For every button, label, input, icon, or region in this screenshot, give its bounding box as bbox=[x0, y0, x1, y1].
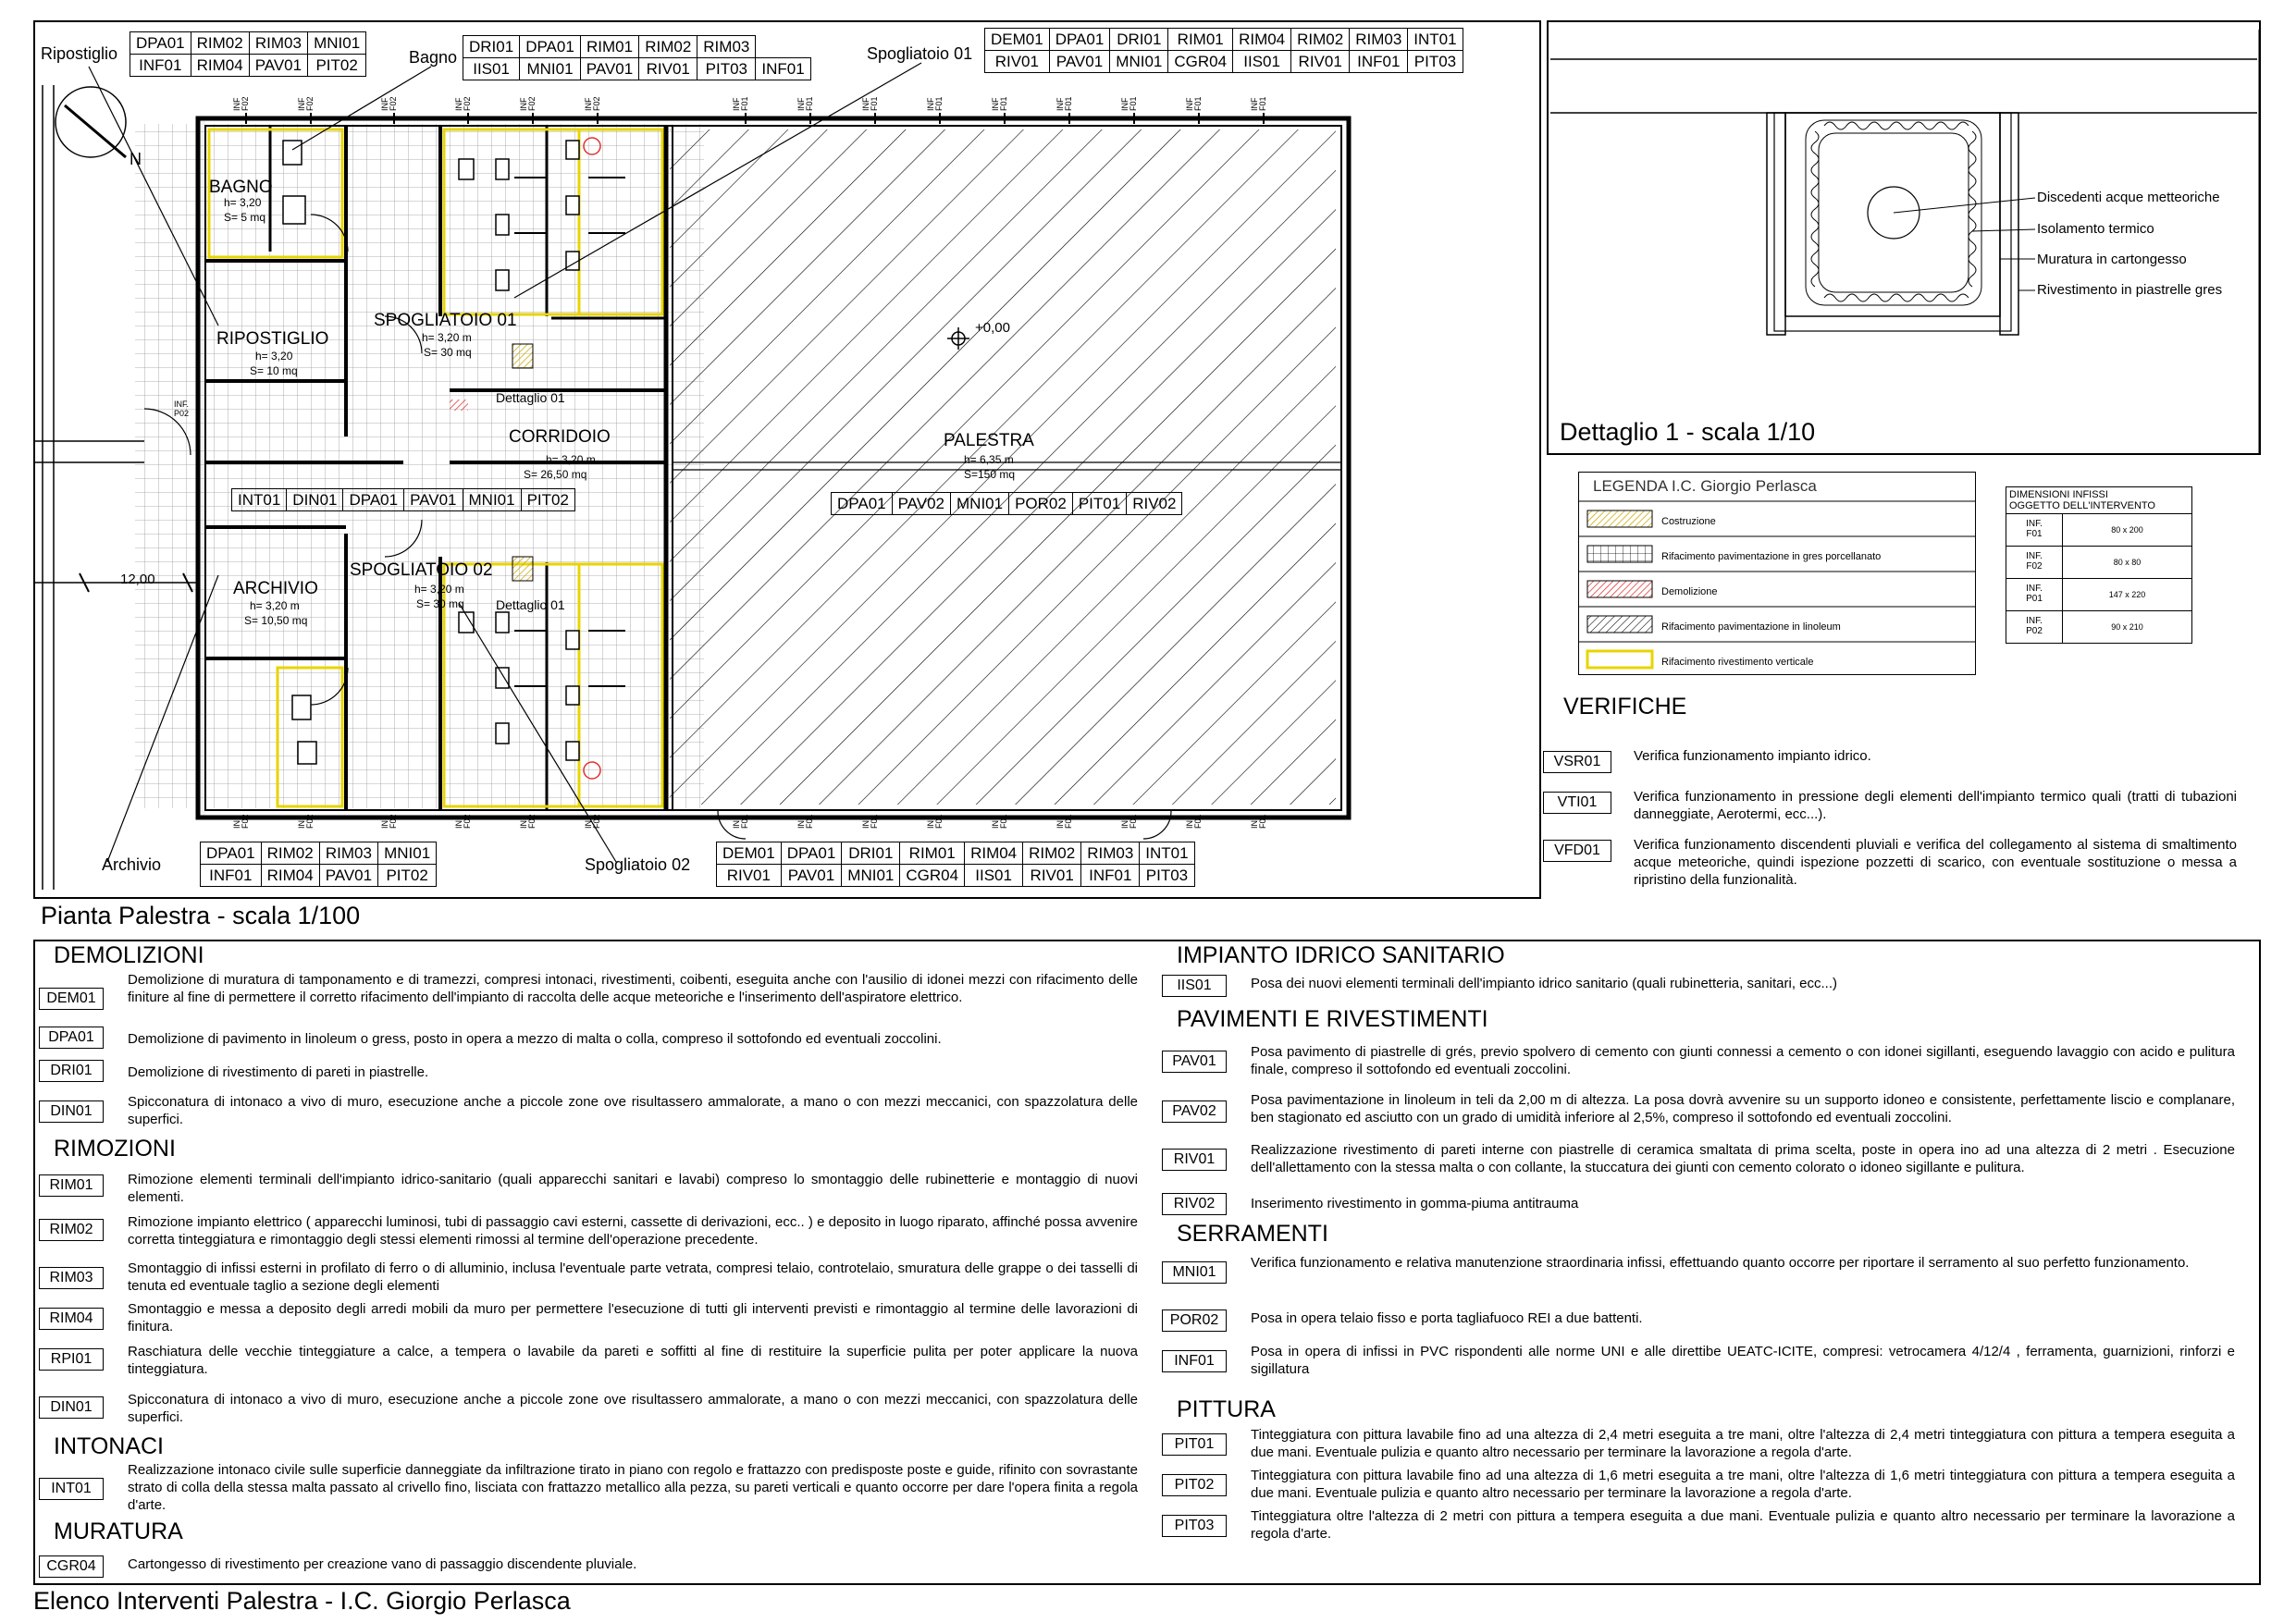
room-corridoio-s: S= 26,50 mq bbox=[524, 468, 587, 481]
intervention-text: Tinteggiatura oltre l'altezza di 2 metri con pittura a tempera eseguita a due mani. Eventuale pulizia e quanto altro necessario per terminare la lavorazione a regola d'arte. bbox=[1251, 1508, 2235, 1542]
dimensions-size: 80 x 80 bbox=[2113, 558, 2142, 567]
room-palestra-name: PALESTRA bbox=[944, 431, 1034, 450]
dettaglio-label-1: Dettaglio 01 bbox=[496, 390, 565, 405]
room-archivio-s: S= 10,50 mq bbox=[244, 614, 308, 627]
section-heading: PITTURA bbox=[1177, 1396, 1276, 1422]
detail-label-discedenti: Discedenti acque metteoriche bbox=[2037, 190, 2220, 205]
intervention-code: CGR04 bbox=[39, 1555, 104, 1578]
codes-corridoio bbox=[231, 488, 575, 511]
window-label: INF F01 bbox=[732, 814, 749, 829]
dimensions-title-2: OGGETTO DELL'INTERVENTO bbox=[2006, 500, 2191, 514]
door-label-inf-p02: INF. P02 bbox=[174, 400, 190, 418]
code-cell: PAV01 bbox=[1049, 51, 1110, 73]
window-label: INF F01 bbox=[991, 96, 1008, 111]
code-row bbox=[130, 32, 366, 55]
legend-demolizione: Demolizione bbox=[1661, 586, 1718, 597]
legend-swatches bbox=[1578, 472, 1976, 675]
elevation-label: +0,00 bbox=[975, 320, 1010, 336]
codes-bottom-right bbox=[716, 842, 1195, 887]
room-bagno-name: BAGNO bbox=[209, 178, 273, 197]
code-cell: MNI01 bbox=[1110, 51, 1168, 73]
code-cell: INT01 bbox=[1408, 29, 1463, 51]
room-ripostiglio-s: S= 10 mq bbox=[250, 364, 298, 377]
label-bagno: Bagno bbox=[409, 48, 458, 67]
code-cell: PIT03 bbox=[1408, 51, 1463, 73]
dimension-label: 12,00 bbox=[120, 572, 155, 587]
code-cell: PAV01 bbox=[319, 865, 377, 887]
code-row bbox=[985, 29, 1463, 51]
code-row bbox=[201, 842, 437, 865]
intervention-text: Posa pavimentazione in linoleum in teli da 2,00 m di altezza. La posa dovrà avvenire su un supporto idoneo e consistente, perfettamente liscio e complanare, ben stagionato ed asciutto con un grado di umidità inferiore al 2,5%, compreso il sottofondo ed eventuali zoccolini. bbox=[1251, 1092, 2235, 1125]
code-cell: RIM01 bbox=[1168, 29, 1233, 51]
window-label: INF F01 bbox=[1185, 814, 1203, 829]
code-row bbox=[463, 58, 811, 80]
room-spogliatoio01-s: S= 30 mq bbox=[424, 346, 472, 359]
code-cell: RIM04 bbox=[1233, 29, 1291, 51]
north-label: N bbox=[130, 150, 142, 168]
code-row bbox=[130, 55, 366, 77]
code-cell: RIV01 bbox=[717, 865, 782, 887]
code-cell: INF01 bbox=[130, 55, 191, 77]
code-cell: PAV02 bbox=[892, 493, 950, 515]
section-heading: SERRAMENTI bbox=[1177, 1221, 1328, 1247]
code-cell: INF01 bbox=[1350, 51, 1408, 73]
room-bagno-h: h= 3,20 bbox=[224, 196, 262, 209]
intervention-text: Posa pavimento di piastrelle di grés, previo spolvero di cemento con giunti connessi a cemento o con idonei sigillanti, eseguendo lavaggio con acido e pulitura finale, compreso il sottofondo ed eventuali zoccolini. bbox=[1251, 1044, 2235, 1077]
room-ripostiglio-name: RIPOSTIGLIO bbox=[216, 329, 329, 349]
dimensions-row bbox=[2006, 579, 2191, 611]
legend-title: LEGENDA I.C. Giorgio Perlasca bbox=[1593, 477, 1817, 495]
code-cell: INT01 bbox=[1140, 842, 1194, 865]
dimensions-row bbox=[2006, 611, 2191, 643]
intervention-text: Cartongesso di rivestimento per creazione vano di passaggio discendente pluviale. bbox=[128, 1556, 637, 1572]
intervention-text: Posa in opera di infissi in PVC rispondenti alle norme UNI e alle direttibe UEATC-ICITE, compresi: vetrocamera 4/12/4 , ferramenta, guarnizioni, rinforzi e sigillatura bbox=[1251, 1344, 2235, 1377]
code-cell: PIT03 bbox=[1140, 865, 1194, 887]
code-cell: RIV01 bbox=[1291, 51, 1350, 73]
window-label: INF F01 bbox=[1120, 814, 1138, 829]
section-heading: MURATURA bbox=[54, 1518, 183, 1544]
code-cell: IIS01 bbox=[463, 58, 520, 80]
code-cell: RIV01 bbox=[639, 58, 697, 80]
code-cell: MNI01 bbox=[842, 865, 900, 887]
intervention-text: Demolizione di muratura di tamponamento e di tramezzi, compresi intonaci, rivestimenti, coibenti, eseguita anche con l'ausilio di idonei mezzi con rifacimento delle finiture al fine di permettere il corretto rifacimento dell'impianto di raccolta delle acque meteoriche e l'inserimento dell'aspiratore elettrico. bbox=[128, 972, 1138, 1005]
intervention-text: Verifica funzionamento e relativa manutenzione straordinaria infissi, effettuando quanto occorre per riportare il serramento al suo perfetto funzionamento. bbox=[1251, 1255, 2190, 1271]
intervention-code: INF01 bbox=[1162, 1350, 1227, 1372]
room-palestra-h: h= 6,35 m bbox=[964, 453, 1014, 466]
codes-spogliatoio01 bbox=[463, 35, 811, 80]
detail-label-isolamento: Isolamento termico bbox=[2037, 221, 2154, 237]
window-label: INF F01 bbox=[796, 96, 814, 111]
intervention-code: DIN01 bbox=[39, 1100, 104, 1123]
code-cell: RIM04 bbox=[191, 55, 249, 77]
code-cell: MNI01 bbox=[463, 489, 521, 511]
code-cell: RIM02 bbox=[1291, 29, 1350, 51]
section-heading: INTONACI bbox=[54, 1433, 164, 1459]
elenco-title: Elenco Interventi Palestra - I.C. Giorgio Perlasca bbox=[33, 1587, 571, 1615]
code-cell: INT01 bbox=[232, 489, 287, 511]
label-ripostiglio: Ripostiglio bbox=[41, 44, 118, 63]
code-cell: RIV02 bbox=[1127, 493, 1182, 515]
codes-ripostiglio-bagno bbox=[130, 31, 366, 77]
intervention-text: Spicconatura di intonaco a vivo di muro, esecuzione anche a piccole zone ove risultassero ammalorate, a mano o con mezzi meccanici, con spazzolatura delle superfici. bbox=[128, 1392, 1138, 1425]
legend-rivestimento: Rifacimento rivestimento verticale bbox=[1661, 657, 1814, 668]
intervention-text: Inserimento rivestimento in gomma-piuma antitrauma bbox=[1251, 1196, 1579, 1211]
section-heading: DEMOLIZIONI bbox=[54, 942, 204, 968]
room-palestra-s: S=150 mq bbox=[964, 468, 1016, 481]
dimensions-row bbox=[2006, 547, 2191, 579]
intervention-code: PAV01 bbox=[1162, 1051, 1227, 1073]
verifica-text: Verifica funzionamento impianto idrico. bbox=[1634, 748, 1871, 764]
dimensions-size: 147 x 220 bbox=[2108, 590, 2146, 599]
code-cell: DRI01 bbox=[1110, 29, 1168, 51]
code-cell: DPA01 bbox=[343, 489, 404, 511]
label-spogliatoio02: Spogliatoio 02 bbox=[585, 855, 691, 874]
intervention-code: RPI01 bbox=[39, 1348, 104, 1371]
window-label: INF F02 bbox=[584, 96, 601, 111]
code-row bbox=[201, 865, 437, 887]
window-label: INF F02 bbox=[519, 814, 537, 829]
intervention-text: Realizzazione intonaco civile sulle superficie danneggiate da infiltrazione tirato in piano con regolo e frattazzo con predisposte poste e guide, rifinito con sovrastante strato di colla della stessa malta passato al crivello fino, lisciata con frattazzo metallico alla pezza, su pareti verticali e quanto occorre per dare l'opera finita a regola d'arte. bbox=[128, 1462, 1138, 1513]
code-cell: RIM01 bbox=[900, 842, 965, 865]
dimensions-code: INF. F01 bbox=[2006, 514, 2063, 546]
intervention-text: Raschiatura delle vecchie tinteggiature a calce, a tempera o lavabile da pareti e soffitti al fine di restituire la superficie pulita per poter applicare la nuova tinteggiatura. bbox=[128, 1344, 1138, 1377]
codes-top-right bbox=[984, 28, 1463, 73]
window-label: INF F02 bbox=[380, 814, 398, 829]
intervention-code: DRI01 bbox=[39, 1060, 104, 1082]
code-cell: POR02 bbox=[1009, 493, 1073, 515]
code-cell: DIN01 bbox=[287, 489, 343, 511]
label-archivio: Archivio bbox=[102, 855, 162, 874]
intervention-code: PIT02 bbox=[1162, 1474, 1227, 1496]
intervention-text: Posa in opera telaio fisso e porta tagliafuoco REI a due battenti. bbox=[1251, 1310, 1643, 1326]
verifica-code: VTI01 bbox=[1543, 792, 1611, 814]
code-cell: RIM03 bbox=[1350, 29, 1408, 51]
room-corridoio-name: CORRIDOIO bbox=[509, 427, 611, 447]
intervention-text: Spicconatura di intonaco a vivo di muro, esecuzione anche a piccole zone ove risultassero ammalorate, a mano o con mezzi meccanici, con spazzolatura delle superfici. bbox=[128, 1094, 1138, 1127]
intervention-text: Realizzazione rivestimento di pareti interne con piastrelle di ceramica smaltata di prima scelta, poste in opera ino ad una altezza di 2 metri . Esecuzione dell'allettamento con la stessa malta o con collante, la stuccatura dei giunti con cemento colorato o idoneo sigillante e pulitura. bbox=[1251, 1142, 2235, 1175]
intervention-text: Smontaggio di infissi esterni in profilato di ferro o di alluminio, inclusa l'eventuale parte vetrata, compresi telaio, controtelaio, smuratura delle grappe o dei tasselli di tenuta ed eventuale taglio a sezione degli elementi bbox=[128, 1260, 1138, 1294]
code-cell: CGR04 bbox=[900, 865, 965, 887]
window-label: INF F02 bbox=[232, 814, 250, 829]
window-label: INF F01 bbox=[1055, 96, 1073, 111]
code-cell: DPA01 bbox=[520, 36, 581, 58]
room-archivio-h: h= 3,20 m bbox=[250, 599, 300, 612]
code-cell: DEM01 bbox=[985, 29, 1050, 51]
code-cell: MNI01 bbox=[520, 58, 581, 80]
window-label: INF F02 bbox=[232, 96, 250, 111]
intervention-text: Tinteggiatura con pittura lavabile fino ad una altezza di 1,6 metri eseguita a tre mani, oltre l'altezza di 1,6 metri tinteggiatura con pittura a tempera eseguita a due mani. Eventuale pulizia e quanto altro necessario per terminare la lavorazione a regola d'arte. bbox=[1251, 1468, 2235, 1501]
code-cell: RIM02 bbox=[191, 32, 249, 55]
window-label: INF F01 bbox=[1185, 96, 1203, 111]
code-cell: DRI01 bbox=[463, 36, 520, 58]
window-label: INF F01 bbox=[1120, 96, 1138, 111]
intervention-text: Rimozione impianto elettrico ( apparecchi luminosi, tubi di passaggio cavi esterni, cassette di derivazioni, ecc.. ) e deposito in luogo riparato, affinché possa avvenire corretta tinteggiatura e rimontaggio degli stessi elementi rimossi al termine dell'operazione precedente. bbox=[128, 1214, 1138, 1248]
dimensions-size: 90 x 210 bbox=[2111, 622, 2143, 632]
code-cell: PIT02 bbox=[521, 489, 574, 511]
window-label: INF F02 bbox=[584, 814, 601, 829]
intervention-text: Posa dei nuovi elementi terminali dell'impianto idrico sanitario (quali rubinetteria, sanitari, ecc...) bbox=[1251, 976, 1837, 991]
code-cell: MNI01 bbox=[378, 842, 437, 865]
room-spogliatoio01-h: h= 3,20 m bbox=[422, 331, 472, 344]
intervention-code: RIM01 bbox=[39, 1174, 104, 1197]
intervention-code: PIT01 bbox=[1162, 1433, 1227, 1456]
intervention-code: PAV02 bbox=[1162, 1100, 1227, 1123]
code-cell: DPA01 bbox=[130, 32, 191, 55]
room-spogliatoio02-s: S= 30 mq bbox=[416, 597, 464, 610]
detail-label-muratura: Muratura in cartongesso bbox=[2037, 252, 2187, 267]
detail-label-rivestimento: Rivestimento in piastrelle gres bbox=[2037, 282, 2223, 298]
intervention-code: RIM04 bbox=[39, 1308, 104, 1330]
code-cell: IIS01 bbox=[965, 865, 1023, 887]
window-label: INF F02 bbox=[519, 96, 537, 111]
code-cell: CGR04 bbox=[1168, 51, 1233, 73]
intervention-code: MNI01 bbox=[1162, 1261, 1227, 1284]
dimensions-rows bbox=[2006, 514, 2191, 643]
code-cell: DPA01 bbox=[832, 493, 893, 515]
code-cell: RIM03 bbox=[249, 32, 307, 55]
window-label: INF F01 bbox=[861, 96, 879, 111]
code-cell: INF01 bbox=[201, 865, 262, 887]
window-label: INF F01 bbox=[732, 96, 749, 111]
codes-archivio bbox=[200, 842, 437, 887]
window-label: INF F01 bbox=[796, 814, 814, 829]
code-cell: RIM02 bbox=[261, 842, 319, 865]
section-heading: PAVIMENTI E RIVESTIMENTI bbox=[1177, 1006, 1488, 1032]
code-cell: PAV01 bbox=[404, 489, 463, 511]
intervention-text: Tinteggiatura con pittura lavabile fino ad una altezza di 2,4 metri eseguita a tre mani, oltre l'altezza di 2,4 metri tinteggiatura con pittura a tempera eseguita a due mani. Eventuale pulizia e quanto altro necessario per terminare la lavorazione a regola d'arte. bbox=[1251, 1427, 2235, 1460]
window-label: INF F02 bbox=[297, 814, 315, 829]
window-label: INF F02 bbox=[380, 96, 398, 111]
dimensions-code: INF. F02 bbox=[2006, 547, 2063, 578]
code-cell: RIM02 bbox=[639, 36, 697, 58]
verifica-code: VFD01 bbox=[1543, 840, 1611, 862]
legend-gres: Rifacimento pavimentazione in gres porcellanato bbox=[1661, 551, 1882, 562]
window-label: INF F01 bbox=[991, 814, 1008, 829]
code-cell: RIM03 bbox=[319, 842, 377, 865]
window-label: INF F02 bbox=[454, 814, 472, 829]
window-label: INF F01 bbox=[926, 96, 944, 111]
code-cell: DPA01 bbox=[1049, 29, 1110, 51]
window-label: INF F01 bbox=[1055, 814, 1073, 829]
code-row bbox=[232, 489, 575, 511]
verifica-code: VSR01 bbox=[1543, 751, 1611, 773]
room-ripostiglio-h: h= 3,20 bbox=[255, 350, 293, 363]
detail-drawing bbox=[1547, 20, 2261, 455]
code-cell: MNI01 bbox=[951, 493, 1009, 515]
intervention-code: DPA01 bbox=[39, 1027, 104, 1049]
code-cell: IIS01 bbox=[1233, 51, 1291, 73]
dimensions-row bbox=[2006, 514, 2191, 547]
verifica-text: Verifica funzionamento in pressione degli elementi dell'impianto termico quali (tratti di tubazioni danneggiate, Aerotermi, ecc...). bbox=[1634, 789, 2237, 822]
code-cell: INF01 bbox=[756, 58, 810, 80]
intervention-code: IIS01 bbox=[1162, 975, 1227, 997]
code-cell: RIM04 bbox=[261, 865, 319, 887]
intervention-text: Demolizione di pavimento in linoleum o gress, posto in opera a mezzo di malta o colla, compreso il sottofondo ed eventuali zoccolini. bbox=[128, 1031, 942, 1047]
intervention-text: Smontaggio e messa a deposito degli arredi mobili da muro per permettere l'esecuzione di tutti gli interventi previsti e rimontaggio al termine delle lavorazioni di finitura. bbox=[128, 1301, 1138, 1334]
window-label: INF F01 bbox=[926, 814, 944, 829]
legend-costruzione: Costruzione bbox=[1661, 516, 1716, 527]
code-cell: PAV01 bbox=[580, 58, 638, 80]
intervention-code: PIT03 bbox=[1162, 1515, 1227, 1537]
code-cell: PAV01 bbox=[781, 865, 842, 887]
section-heading: RIMOZIONI bbox=[54, 1136, 176, 1162]
code-cell: RIM01 bbox=[580, 36, 638, 58]
dimensions-title-1: DIMENSIONI INFISSI bbox=[2009, 489, 2108, 500]
code-cell: PAV01 bbox=[249, 55, 307, 77]
code-cell: RIM03 bbox=[697, 36, 756, 58]
legend-linoleum: Rifacimento pavimentazione in linoleum bbox=[1661, 621, 1841, 633]
code-cell: INF01 bbox=[1081, 865, 1140, 887]
window-label: INF F01 bbox=[1250, 96, 1267, 111]
dimensions-box bbox=[2006, 486, 2192, 644]
floor-plan bbox=[33, 20, 1541, 899]
dimensions-code: INF. P01 bbox=[2006, 579, 2063, 610]
intervention-code: DIN01 bbox=[39, 1396, 104, 1419]
window-label: INF F01 bbox=[861, 814, 879, 829]
code-cell: MNI01 bbox=[308, 32, 366, 55]
room-corridoio-h: h= 3,20 m bbox=[546, 453, 596, 466]
window-label: INF F02 bbox=[454, 96, 472, 111]
intervention-code: DEM01 bbox=[39, 988, 104, 1010]
code-row bbox=[717, 842, 1195, 865]
code-cell: PIT02 bbox=[308, 55, 366, 77]
code-row bbox=[985, 51, 1463, 73]
intervention-code: INT01 bbox=[39, 1478, 104, 1500]
code-cell: RIV01 bbox=[1023, 865, 1081, 887]
intervention-code: RIV01 bbox=[1162, 1149, 1227, 1171]
code-cell: RIM04 bbox=[965, 842, 1023, 865]
code-cell: DRI01 bbox=[842, 842, 900, 865]
intervention-code: RIV02 bbox=[1162, 1193, 1227, 1215]
code-cell: PIT01 bbox=[1072, 493, 1126, 515]
code-cell: DPA01 bbox=[781, 842, 842, 865]
code-row bbox=[463, 36, 811, 58]
room-spogliatoio02-name: SPOGLIATOIO 02 bbox=[350, 560, 493, 580]
code-cell: DEM01 bbox=[717, 842, 782, 865]
room-spogliatoio01-name: SPOGLIATOIO 01 bbox=[374, 311, 517, 330]
window-label: INF F02 bbox=[297, 96, 315, 111]
intervention-code: RIM02 bbox=[39, 1219, 104, 1241]
dimensions-size: 80 x 200 bbox=[2111, 525, 2143, 535]
code-row bbox=[832, 493, 1182, 515]
dettaglio-label-2: Dettaglio 01 bbox=[496, 597, 565, 612]
code-cell: DPA01 bbox=[201, 842, 262, 865]
code-cell: RIM03 bbox=[1081, 842, 1140, 865]
intervention-code: RIM03 bbox=[39, 1267, 104, 1289]
section-heading: IMPIANTO IDRICO SANITARIO bbox=[1177, 942, 1505, 968]
verifiche-title: VERIFICHE bbox=[1563, 694, 1687, 719]
code-cell: PIT02 bbox=[378, 865, 437, 887]
plan-title: Pianta Palestra - scala 1/100 bbox=[41, 902, 361, 929]
codes-palestra bbox=[831, 492, 1182, 515]
room-bagno-s: S= 5 mq bbox=[224, 211, 266, 224]
code-cell: RIM02 bbox=[1023, 842, 1081, 865]
intervention-text: Rimozione elementi terminali dell'impianto idrico-sanitario (quali apparecchi sanitari e lavabi) compreso lo smontaggio delle rubinetterie e montaggio di nuovi elementi. bbox=[128, 1172, 1138, 1205]
verifica-text: Verifica funzionamento discendenti pluviali e verifica del collegamento al sistema di smaltimento acque meteoriche, quindi ispezione pozzetti di scarico, con eventuale sostituzione o messa a ripristino della funzionalità. bbox=[1634, 837, 2237, 888]
label-spogliatoio01: Spogliatoio 01 bbox=[867, 44, 973, 63]
code-cell: PIT03 bbox=[697, 58, 756, 80]
code-row bbox=[717, 865, 1195, 887]
intervention-text: Demolizione di rivestimento di pareti in piastrelle. bbox=[128, 1064, 429, 1080]
room-spogliatoio02-h: h= 3,20 m bbox=[414, 583, 464, 596]
dimensions-code: INF. P02 bbox=[2006, 611, 2063, 643]
intervention-code: POR02 bbox=[1162, 1309, 1227, 1332]
detail-title: Dettaglio 1 - scala 1/10 bbox=[1560, 418, 1816, 446]
room-archivio-name: ARCHIVIO bbox=[233, 579, 318, 598]
code-cell: RIV01 bbox=[985, 51, 1050, 73]
window-label: INF F01 bbox=[1250, 814, 1267, 829]
